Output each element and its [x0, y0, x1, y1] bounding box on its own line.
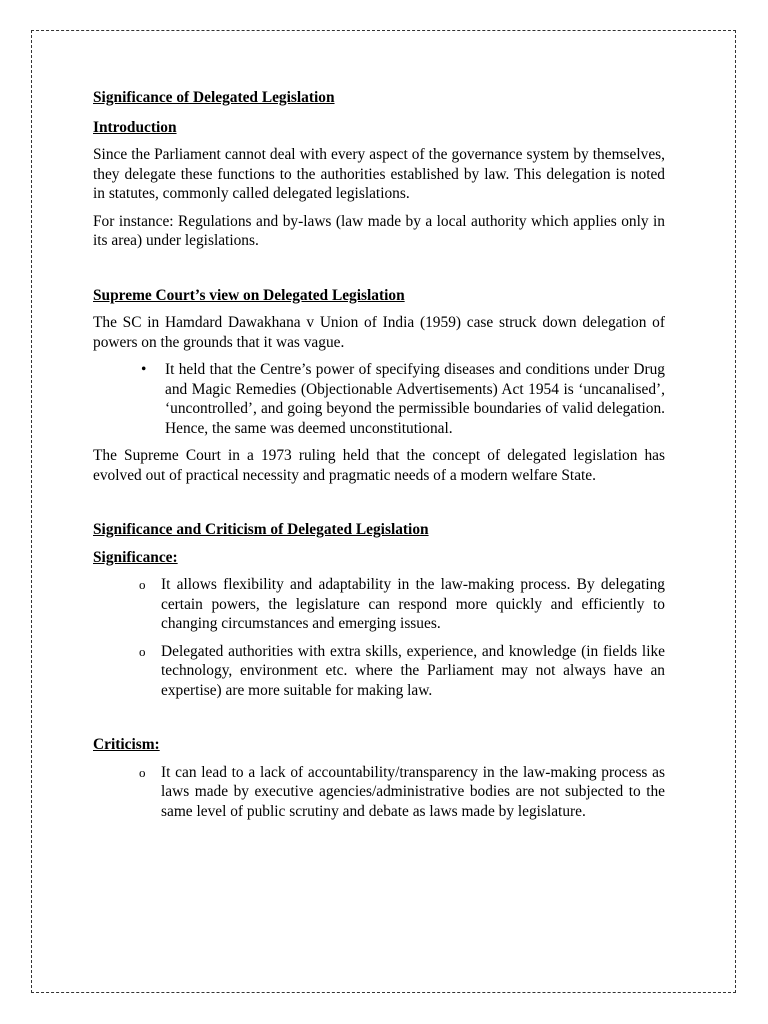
list-item [139, 575, 665, 634]
sc-bullet-text: It held that the Centre’s power of specifying diseases and conditions under Drug and Magic Remedies (Objectionable Advertisements) Act 1954 is ‘uncanalised’, ‘uncontrolled’, and going beyond the permissible boundaries of valid delegation. Hence, the same was deemed unconstitutional. [165, 361, 665, 437]
circle-bullet-icon: o [139, 577, 146, 592]
sc-paragraph-2: The Supreme Court in a 1973 ruling held that the concept of delegated legislation has evolved out of practical necessity and pragmatic needs of a modern welfare State. [93, 447, 665, 484]
criticism-heading: Criticism: [93, 736, 160, 753]
intro-heading: Introduction [93, 118, 177, 136]
intro-paragraph-2: For instance: Regulations and by-laws (law made by a local authority which applies only in its area) under legislations. [93, 212, 665, 249]
circle-bullet-icon: o [139, 643, 146, 659]
list-item [139, 642, 665, 701]
list-item [139, 763, 665, 822]
list-item [139, 360, 665, 438]
sc-paragraph-1: The SC in Hamdard Dawakhana v Union of India (1959) case struck down delegation of powers on the grounds that it was vague. [93, 314, 665, 351]
significance-subheading: Significance: [93, 548, 178, 566]
significance-item-1: It allows flexibility and adaptability in the law-making process. By delegating certain powers, the legislature can respond more quickly and efficiently to changing circumstances and emerging issues. [161, 576, 665, 632]
bullet-icon: • [141, 361, 147, 378]
document-body [93, 88, 665, 821]
circle-bullet-icon: o [139, 764, 146, 780]
criticism-item-1: It can lead to a lack of accountability/transparency in the law-making process as laws made by executive agencies/administrative bodies are not subjected to the same level of public scrutiny and debate as laws made by legislature. [161, 763, 665, 820]
sig-heading: Significance and Criticism of Delegated Legislation [93, 521, 429, 538]
significance-item-2: Delegated authorities with extra skills, experience, and knowledge (in fields like technology, environment etc. where the Parliament may not always have an expertise) are more suitable for making law. [161, 642, 665, 699]
document-title: Significance of Delegated Legislation [93, 89, 335, 106]
intro-paragraph-1: Since the Parliament cannot deal with every aspect of the governance system by themselves, they delegate these functions to the authorities established by law. This delegation is noted in statutes, commonly called delegated legislations. [93, 146, 665, 202]
sc-heading: Supreme Court’s view on Delegated Legislation [93, 286, 405, 304]
